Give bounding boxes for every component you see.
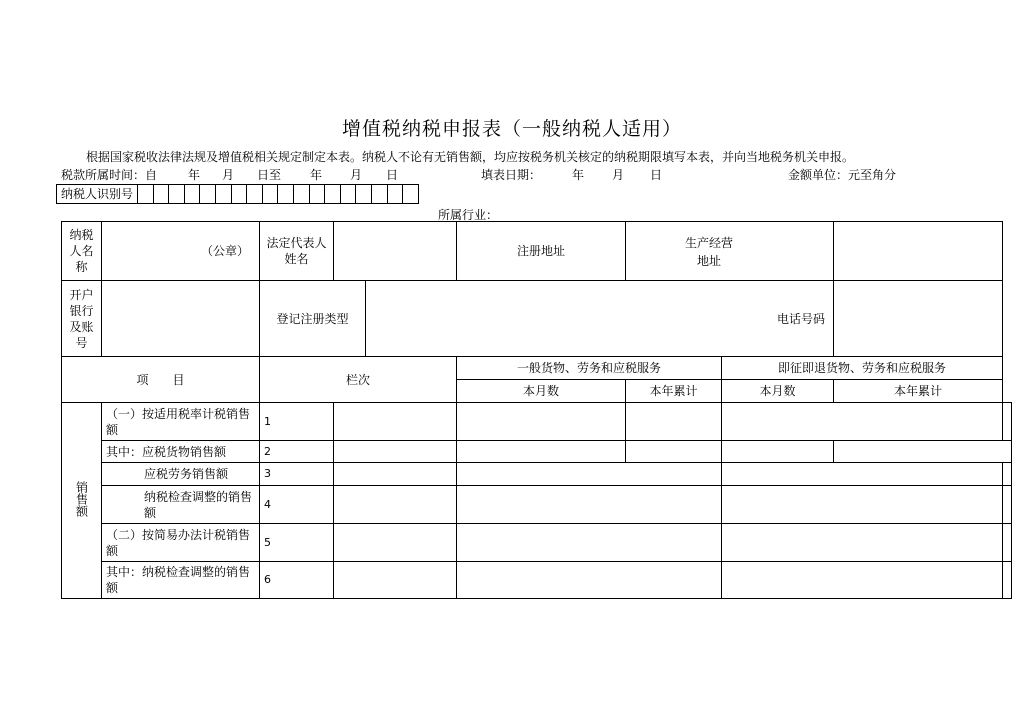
row-line: 3 <box>260 463 334 486</box>
taxpayer-id-box[interactable] <box>216 185 232 203</box>
general-year-header: 本年累计 <box>626 380 722 403</box>
bank-field[interactable] <box>102 281 260 357</box>
refund-month-cell[interactable] <box>722 562 1003 599</box>
row-label: 其中：应税货物销售额 <box>102 441 260 463</box>
reg-address-label: 注册地址 <box>457 222 626 281</box>
general-cell[interactable] <box>457 562 722 599</box>
legal-rep-field[interactable] <box>334 222 457 281</box>
taxpayer-id-box[interactable] <box>185 185 201 203</box>
reg-type-label: 登记注册类型 <box>260 281 366 357</box>
period-day-end: 日 <box>386 168 399 182</box>
intro-text: 根据国家税收法律法规及增值税相关规定制定本表。纳税人不论有无销售额，均应按税务机关核定的纳税期限填写本表，并向当地税务机关申报。 <box>86 150 855 164</box>
refund-month-cell[interactable] <box>722 524 1003 562</box>
item-header: 项 目 <box>62 357 260 403</box>
taxpayer-id-box[interactable] <box>372 185 388 203</box>
amount-unit: 金额单位：元至角分 <box>788 168 897 182</box>
industry-label: 所属行业： <box>438 208 499 222</box>
fill-date-label: 填表日期： <box>481 168 542 182</box>
taxpayer-name-label: 纳税人名称 <box>62 222 102 281</box>
period-year-to: 年 <box>310 168 323 182</box>
refund-month-cell[interactable] <box>722 463 1003 486</box>
general-goods-header: 一般货物、劳务和应税服务 <box>457 357 722 380</box>
refund-year-cell[interactable] <box>834 441 1012 463</box>
general-year-cell[interactable] <box>626 403 722 441</box>
line-header: 栏次 <box>260 357 457 403</box>
taxpayer-id-box[interactable] <box>341 185 357 203</box>
biz-address-field[interactable] <box>834 222 1003 281</box>
period-month-from: 月 <box>222 168 235 182</box>
general-month-cell[interactable] <box>334 562 457 599</box>
period-label: 税款所属时间：自 <box>61 168 158 182</box>
fill-date-day: 日 <box>650 168 663 182</box>
refund-month-cell[interactable] <box>722 441 834 463</box>
taxpayer-id-box[interactable] <box>169 185 185 203</box>
row-label: （一）按适用税率计税销售额 <box>102 403 260 441</box>
row-line: 2 <box>260 441 334 463</box>
general-cell[interactable] <box>457 463 722 486</box>
table-row <box>62 524 1012 562</box>
taxpayer-id-box[interactable] <box>325 185 341 203</box>
refund-month-cell[interactable] <box>722 403 1003 441</box>
taxpayer-name-field[interactable] <box>102 222 260 281</box>
general-month-cell[interactable] <box>334 463 457 486</box>
general-year-cell[interactable] <box>626 441 722 463</box>
info-row-1 <box>62 222 1012 281</box>
general-month-header: 本月数 <box>457 380 626 403</box>
row-line: 1 <box>260 403 334 441</box>
bank-label: 开户银行及账号 <box>62 281 102 357</box>
row-label: 纳税检查调整的销售额 <box>102 486 260 524</box>
info-row-2 <box>62 281 1012 357</box>
taxpayer-id-box[interactable] <box>247 185 263 203</box>
period-row <box>0 166 1024 182</box>
legal-rep-label: 法定代表人姓名 <box>260 222 334 281</box>
taxpayer-id-box[interactable] <box>356 185 372 203</box>
table-row <box>62 403 1012 441</box>
period-day-to: 日至 <box>257 168 282 182</box>
general-cell[interactable] <box>457 524 722 562</box>
table-row <box>62 562 1012 599</box>
fill-date-year: 年 <box>572 168 585 182</box>
phone-field[interactable] <box>834 281 1003 357</box>
phone-label: 电话号码 <box>366 281 834 357</box>
taxpayer-id-box[interactable] <box>232 185 248 203</box>
table-row <box>62 463 1012 486</box>
taxpayer-id-box[interactable] <box>388 185 404 203</box>
row-label: 其中：纳税检查调整的销售额 <box>102 562 260 599</box>
taxpayer-id-box[interactable] <box>138 185 154 203</box>
refund-year-cell[interactable] <box>1003 463 1012 486</box>
general-cell[interactable] <box>457 486 722 524</box>
refund-year-header: 本年累计 <box>834 380 1003 403</box>
taxpayer-id-box[interactable] <box>403 185 418 203</box>
general-month-cell-2[interactable] <box>457 403 626 441</box>
refund-month-cell[interactable] <box>722 486 1003 524</box>
row-label: 应税劳务销售额 <box>102 463 260 486</box>
general-month-cell[interactable] <box>334 486 457 524</box>
fill-date-month: 月 <box>612 168 625 182</box>
refund-year-cell[interactable] <box>1003 524 1012 562</box>
sales-section-label: 销售额 <box>62 403 102 599</box>
row-label: （二）按简易办法计税销售额 <box>102 524 260 562</box>
form-title: 增值税纳税申报表（一般纳税人适用） <box>341 118 682 140</box>
taxpayer-id-box[interactable] <box>263 185 279 203</box>
refund-goods-header: 即征即退货物、劳务和应税服务 <box>722 357 1003 380</box>
biz-address-label: 生产经营地址 <box>684 236 733 268</box>
row-line: 4 <box>260 486 334 524</box>
taxpayer-id-box[interactable] <box>278 185 294 203</box>
general-month-cell[interactable] <box>334 524 457 562</box>
taxpayer-id-field[interactable] <box>56 184 419 204</box>
period-month-to: 月 <box>350 168 363 182</box>
row-line: 5 <box>260 524 334 562</box>
taxpayer-id-box[interactable] <box>310 185 326 203</box>
table-row <box>62 441 1012 463</box>
seal-label: （公章） <box>200 244 249 258</box>
taxpayer-id-box[interactable] <box>200 185 216 203</box>
refund-year-cell[interactable] <box>1003 403 1012 441</box>
refund-year-cell[interactable] <box>1003 486 1012 524</box>
general-month-cell[interactable] <box>334 441 457 463</box>
table-row <box>62 486 1012 524</box>
refund-year-cell[interactable] <box>1003 562 1012 599</box>
header-row-1 <box>62 357 1012 380</box>
row-line: 6 <box>260 562 334 599</box>
period-year-from: 年 <box>188 168 201 182</box>
general-month-cell[interactable] <box>334 403 457 441</box>
refund-month-header: 本月数 <box>722 380 834 403</box>
taxpayer-id-box[interactable] <box>294 185 310 203</box>
general-month-cell-2[interactable] <box>457 441 626 463</box>
taxpayer-id-box[interactable] <box>154 185 170 203</box>
taxpayer-id-label: 纳税人识别号 <box>57 185 138 203</box>
vat-return-table <box>61 221 1012 599</box>
